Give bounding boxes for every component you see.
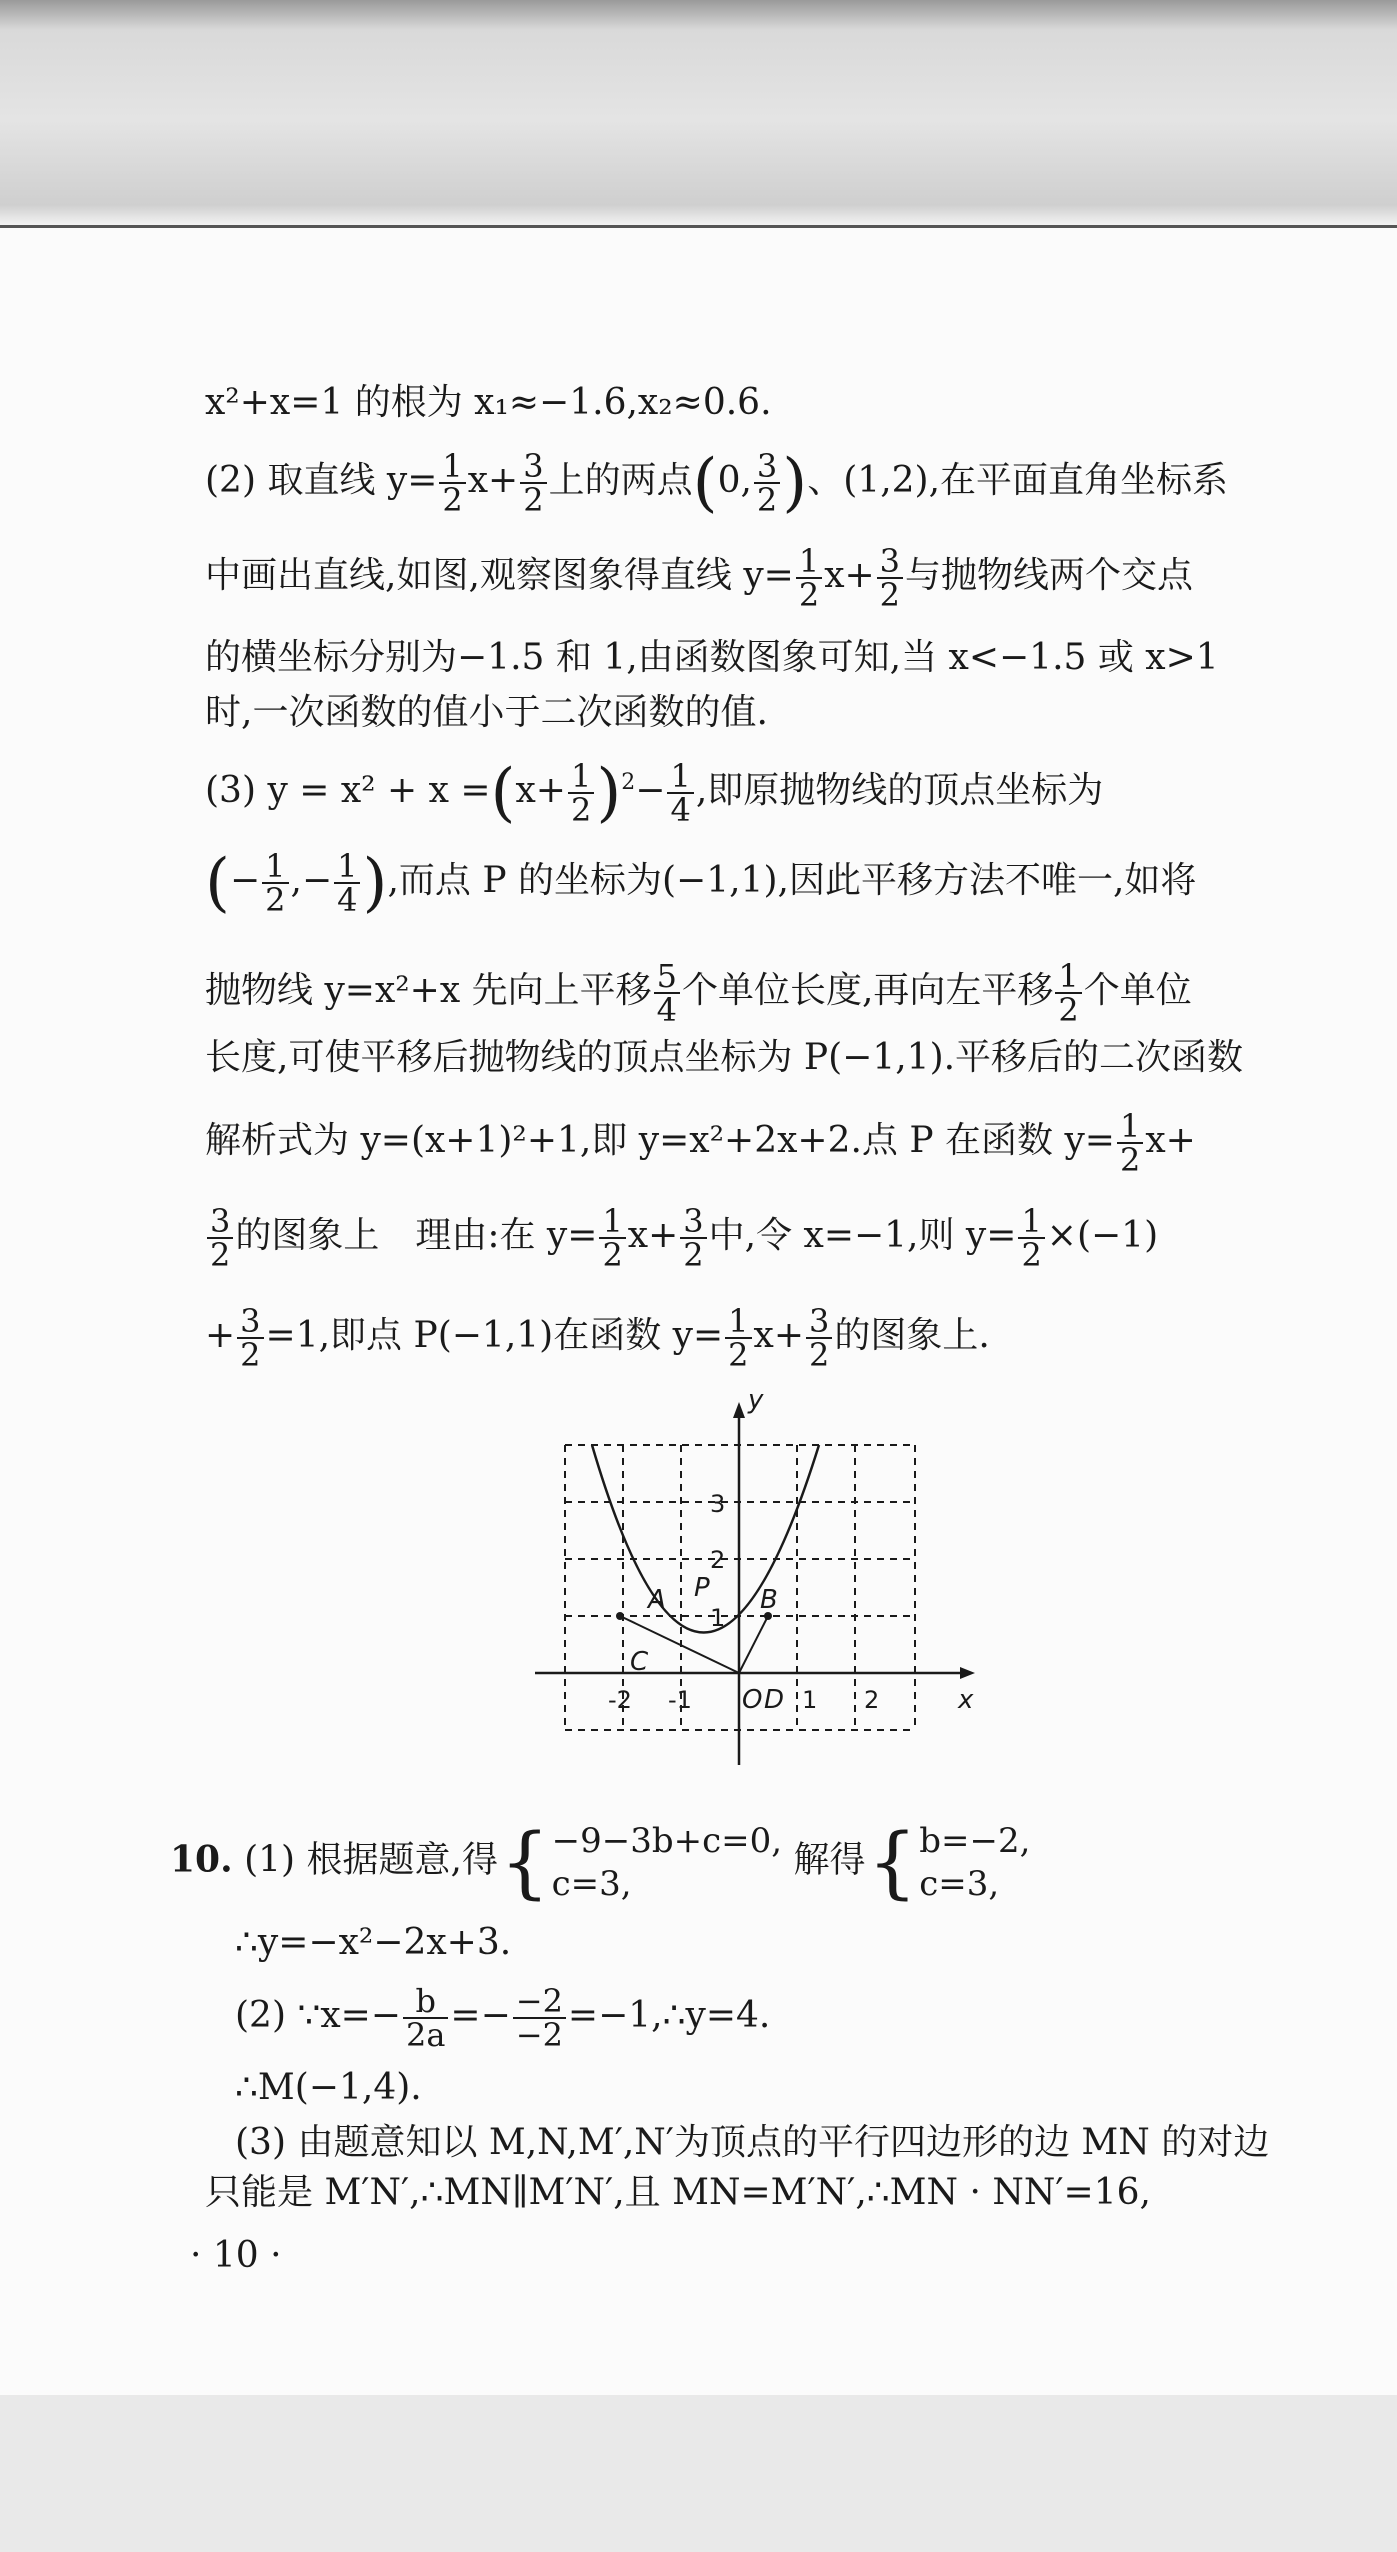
text-line: x²+x=1 的根为 x₁≈−1.6,x₂≈0.6. <box>205 382 772 423</box>
line-segment-ob <box>739 1616 768 1673</box>
point-a-label: A <box>648 1585 666 1615</box>
q10-line-6: 只能是 M′N′,∴MN∥M′N′,且 MN=M′N′,∴MN · NN′=16, <box>205 2172 1151 2213</box>
parabola-graph <box>520 1390 990 1770</box>
y-axis-label: y <box>748 1390 764 1415</box>
text-line: + $\frac{3}{2}$ =1,即点 P(−1,1)在函数 y= $\frac{1}{2}$ x+ $\frac{3}{2}$ 的图象上. <box>205 1302 990 1374</box>
q10-line-1: 10. (1) 根据题意,得{−9−3b+c=0, c=3, 解得{b=−2, c=3, <box>170 1817 1031 1908</box>
text-line: (− $\frac{1}{2}$ ,− $\frac{1}{4}$ ),而点 P 的坐标为(−1,1),因此平移方法不唯一,如将 <box>205 846 1197 920</box>
tick-x-minus1: -1 <box>668 1686 692 1714</box>
text-line: 长度,可使平移后抛物线的顶点坐标为 P(−1,1).平移后的二次函数 <box>205 1037 1244 1078</box>
point-p-label: P <box>694 1573 710 1603</box>
text-line: 的横坐标分别为−1.5 和 1,由函数图象可知,当 x<−1.5 或 x>1 <box>205 637 1219 678</box>
tick-y-2: 2 <box>710 1546 726 1574</box>
q10-line-2: ∴y=−x²−2x+3. <box>235 1922 512 1963</box>
y-axis-arrow-icon <box>733 1402 745 1418</box>
scan-bottom-margin <box>0 2395 1397 2552</box>
q10-line-5: (3) 由题意知以 M,N,M′,N′为顶点的平行四边形的边 MN 的对边 <box>235 2122 1270 2163</box>
x-axis-label: x <box>958 1685 974 1715</box>
text-line: (3) y = x² + x =(x+ $\frac{1}{2}$ )$^2$− $\frac{1}{4}$ ,即原抛物线的顶点坐标为 <box>205 756 1104 830</box>
tick-x-1: 1 <box>802 1686 818 1714</box>
text-line: 抛物线 y=x²+x 先向上平移 $\frac{5}{4}$ 个单位长度,再向左平移 $\frac{1}{2}$ 个单位 <box>205 957 1192 1029</box>
point-d-label: D <box>764 1685 785 1715</box>
tick-x-minus2: -2 <box>608 1686 632 1714</box>
text-line: 解析式为 y=(x+1)²+1,即 y=x²+2x+2.点 P 在函数 y= $\frac{1}{2}$ x+ <box>205 1107 1196 1179</box>
tick-x-2: 2 <box>864 1686 880 1714</box>
text-line: 中画出直线,如图,观察图象得直线 y= $\frac{1}{2}$ x+ $\frac{3}{2}$ 与抛物线两个交点 <box>205 542 1194 614</box>
tick-y-3: 3 <box>710 1490 726 1518</box>
x-axis-arrow-icon <box>960 1667 975 1679</box>
text-line: (2) 取直线 y= $\frac{1}{2}$ x+ $\frac{3}{2}$ 上的两点(0, $\frac{3}{2}$ )、(1,2),在平面直角坐标系 <box>205 446 1229 520</box>
text-line: 时,一次函数的值小于二次函数的值. <box>205 692 768 733</box>
tick-y-1: 1 <box>710 1604 726 1632</box>
text-line: $\frac{3}{2}$ 的图象上 理由:在 y= $\frac{1}{2}$ x+ $\frac{3}{2}$ 中,令 x=−1,则 y= $\frac{1}{2}$ ×(−1) <box>205 1205 1158 1271</box>
point-c-label: C <box>630 1647 649 1677</box>
point-a <box>616 1612 624 1620</box>
origin-label: O <box>742 1685 763 1715</box>
page-number: · 10 · <box>190 2235 282 2276</box>
q10-line-4: ∴M(−1,4). <box>235 2067 422 2108</box>
point-b-label: B <box>760 1585 778 1615</box>
parabola-curve <box>592 1445 819 1633</box>
q10-line-3: (2) ∵x=− $\frac{b}{2a}$ =− $\frac{-2}{-2}$ =−1,∴y=4. <box>235 1982 771 2054</box>
